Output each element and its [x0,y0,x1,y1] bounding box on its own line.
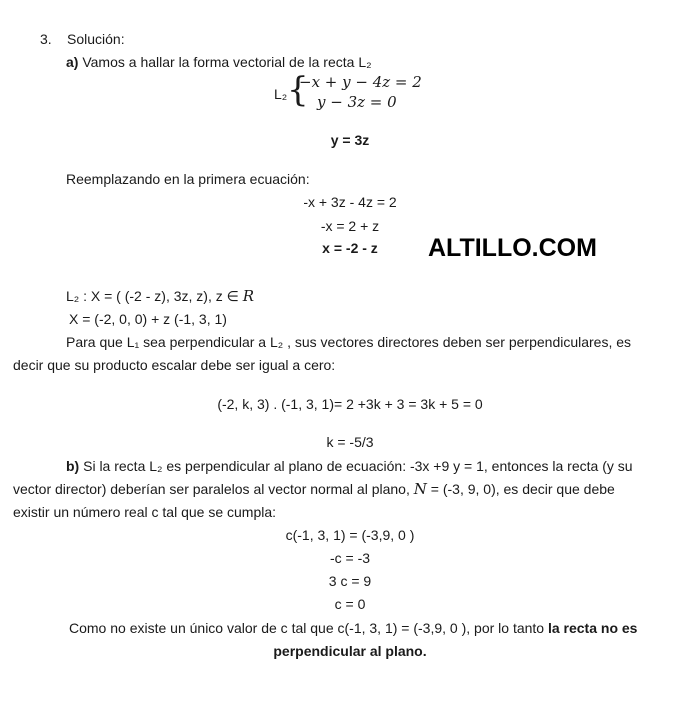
section-number: 3. [40,31,52,47]
k-result: k = -5/3 [326,434,374,450]
replace-text: Reemplazando en la primera ecuación: [66,171,310,187]
system-eq2: y − 3z = 0 [317,93,397,111]
eq-c2: -c = -3 [329,550,371,566]
eq-c3: 3 c = 9 [328,573,372,589]
l2-vector-form [66,287,254,305]
eq-c4: c = 0 [334,596,366,612]
step-1: -x + 3z - 4z = 2 [303,194,397,210]
perp-text-2: decir que su producto escalar debe ser igual a cero: [13,357,336,373]
part-b-text-1-body: Si la recta L₂ es perpendicular al plano de ecuación: -3x +9 y = 1, entonces la recta (y su [83,458,633,474]
part-b-text-3: existir un número real c tal que se cumpla: [13,504,277,520]
perp-text-1: Para que L₁ sea perpendicular a L₂ , sus vectores directores deben ser perpendiculares, es [66,334,632,350]
conclusion-bold-1: la recta no es [547,620,638,636]
step-2: -x = 2 + z [320,218,380,234]
part-a-label: a) [66,54,79,70]
normal-vector-symbol: N [413,480,427,498]
part-a-intro-text: Vamos a hallar la forma vectorial de la recta L₂ [82,54,372,70]
part-b-text-2 [13,480,615,498]
conclusion-line-2: perpendicular al plano. [273,643,427,659]
eq-c1: c(-1, 3, 1) = (-3,9, 0 ) [285,527,415,543]
system-brace: { [287,70,309,110]
watermark-logo: ALTILLO.COM [428,234,597,262]
conclusion-plain: Como no existe un único valor de c tal que c(-1, 3, 1) = (-3,9, 0 ), por lo tanto [69,620,548,636]
y-result: y = 3z [330,132,370,148]
l2-vector-form-text: L₂ : X = ( (-2 - z), 3z, z), z ∈ [66,288,243,304]
real-set-symbol: R [242,287,255,305]
part-b-text-2-end: = (-3, 9, 0), es decir que debe [426,481,615,497]
step-3: x = -2 - z [322,240,378,256]
part-b-text-1 [66,457,633,475]
part-b-text-2-start: vector director) deberían ser paralelos al vector normal al plano, [13,481,414,497]
conclusion-line-1 [69,619,637,637]
system-label: L₂ [274,86,288,102]
dot-product: (-2, k, 3) . (-1, 3, 1)= 2 +3k + 3 = 3k + 5 = 0 [217,396,483,412]
part-b-label: b) [66,458,80,474]
system-eq1: −x + y − 4z = 2 [299,73,422,91]
section-title: Solución: [67,31,125,47]
part-a-intro [66,53,372,71]
x-vector: X = (-2, 0, 0) + z (-1, 3, 1) [69,311,227,327]
